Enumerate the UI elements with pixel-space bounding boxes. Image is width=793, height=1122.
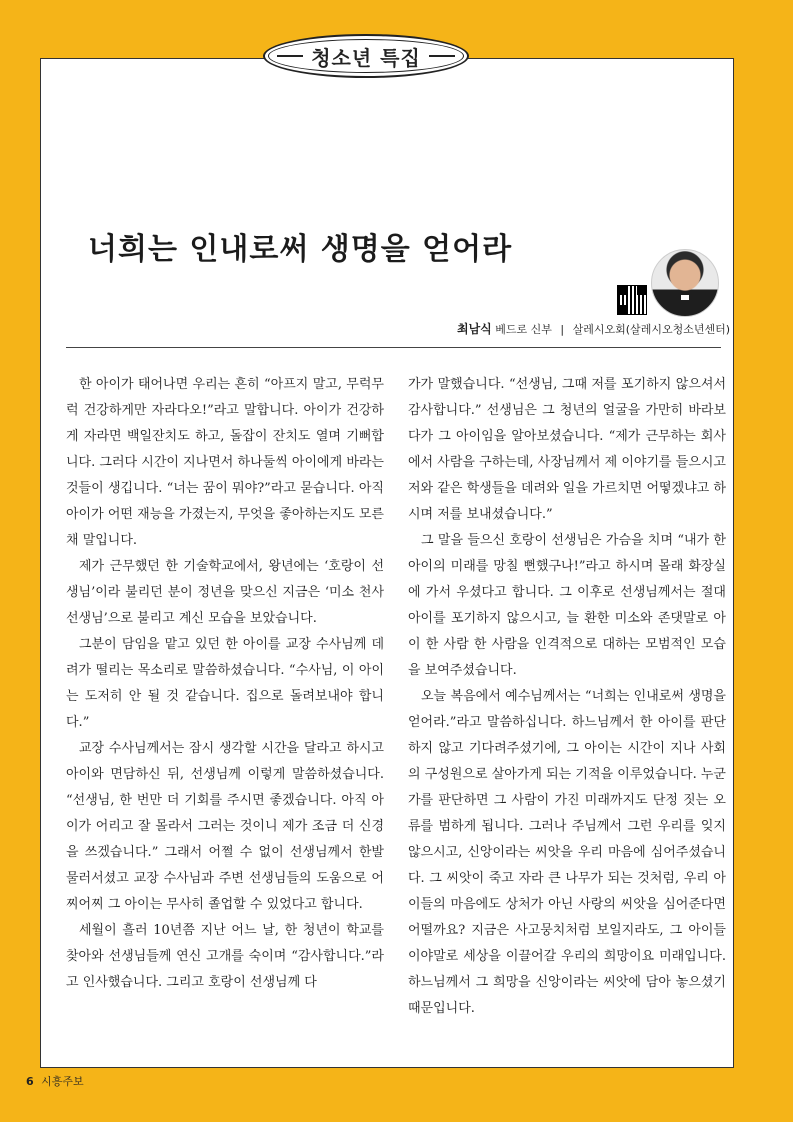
author-role: 베드로 신부: [495, 323, 552, 336]
byline-separator: |: [560, 323, 565, 336]
qr-code-icon[interactable]: [617, 285, 647, 315]
paragraph: 한 아이가 태어나면 우리는 흔히 “아프지 말고, 무럭무럭 건강하게만 자라다오!”라고 말합니다. 아이가 건강하게 자라면 백일잔치도 하고, 돌잡이 잔치도 열며 기뻐합니다. 그러다 시간이 지나면서 하나둘씩 아이에게 바라는 것들이 생깁니다. “너는 꿈이 뭐야?”라고 묻습니다. 아직 아이가 어떤 재능을 가졌는지, 무엇을 좋아하는지도 모른 채 말입니다.: [66, 377, 384, 548]
paragraph: 그분이 담임을 맡고 있던 한 아이를 교장 수사님께 데려가 떨리는 목소리로 말씀하셨습니다. “수사님, 이 아이는 도저히 안 될 것 같습니다. 집으로 돌려보내야 합니다.”: [66, 637, 384, 730]
section-title: 청소년 특집: [311, 45, 421, 70]
article-column-right: [408, 372, 726, 1022]
article-title: 너희는 인내로써 생명을 얻어라: [88, 232, 513, 267]
paragraph-continued: 가가 말했습니다. “선생님, 그때 저를 포기하지 않으셔서 감사합니다.” 선생님은 그 청년의 얼굴을 가만히 바라보다가 그 아이임을 알아보셨습니다. “제가 근무하는 회사에서 사람을 구하는데, 사장님께서 제 이야기를 들으시고 저와 같은 학생들을 데려와 일을 가르치면 어떻겠냐고 하시며 저를 보내셨습니다.”: [408, 377, 726, 522]
page-footer: [26, 1073, 84, 1089]
byline: [457, 320, 730, 337]
article-column-left: [66, 372, 384, 996]
author-name: 최남식: [457, 322, 492, 336]
badge-dash-left: [277, 55, 303, 57]
paragraph: 제가 근무했던 한 기술학교에서, 왕년에는 ‘호랑이 선생님’이라 불리던 분이 정년을 맞으신 지금은 ‘미소 천사 선생님’으로 불리고 계신 모습을 보았습니다.: [66, 559, 384, 626]
author-affiliation: 살레시오회(살레시오청소년센터): [572, 323, 730, 336]
badge-dash-right: [429, 55, 455, 57]
title-divider: [66, 347, 721, 348]
paragraph: 세월이 흘러 10년쯤 지난 어느 날, 한 청년이 학교를 찾아와 선생님들께 연신 고개를 숙이며 “감사합니다.”라고 인사했습니다. 그리고 호랑이 선생님께 다: [66, 923, 384, 990]
paragraph: 그 말을 들으신 호랑이 선생님은 가슴을 치며 “내가 한 아이의 미래를 망칠 뻔했구나!”라고 하시며 몰래 화장실에 가서 우셨다고 합니다. 그 이후로 선생님께서는 절대 아이를 포기하지 않으시고, 늘 환한 미소와 존댓말로 아이 한 사람 한 사람을 인격적으로 대하는 모범적인 모습을 보여주셨습니다.: [408, 533, 726, 678]
paragraph: 오늘 복음에서 예수님께서는 “너희는 인내로써 생명을 얻어라.”라고 말씀하십니다. 하느님께서 한 아이를 판단하지 않고 기다려주셨기에, 그 아이는 시간이 지나 사회의 구성원으로 살아가게 되는 기적을 이루었습니다. 누군가를 판단하면 그 사람이 가진 미래까지도 단정 짓는 오류를 범하게 됩니다. 그러나 주님께서 그런 우리를 잊지 않으시고, 신앙이라는 씨앗을 우리 마음에 심어주셨습니다. 그 씨앗이 죽고 자라 큰 나무가 되는 것처럼, 우리 아이들의 마음에도 상처가 아닌 사랑의 씨앗을 심어준다면 어떨까요? 지금은 사고뭉치처럼 보일지라도, 그 아이들이야말로 세상을 이끌어갈 우리의 희망이요 미래입니다. 하느님께서 그 희망을 신앙이라는 씨앗에 담아 놓으셨기 때문입니다.: [408, 689, 726, 1016]
section-badge: [263, 34, 469, 78]
page-number: 6: [26, 1075, 34, 1088]
avatar: [651, 249, 719, 317]
paragraph: 교장 수사님께서는 잠시 생각할 시간을 달라고 하시고 아이와 면담하신 뒤, 선생님께 이렇게 말씀하셨습니다. “선생님, 한 번만 더 기회를 주시면 좋겠습니다. 아직 아이가 어리고 잘 몰라서 그러는 것이니 제가 조금 더 신경을 쓰겠습니다.” 그래서 어쩔 수 없이 선생님께서 한발 물러서셨고 교장 수사님과 주변 선생님들의 도움으로 어찌어찌 그 아이는 무사히 졸업할 수 있었다고 합니다.: [66, 741, 384, 912]
publication-name: 시흥주보: [41, 1075, 84, 1088]
